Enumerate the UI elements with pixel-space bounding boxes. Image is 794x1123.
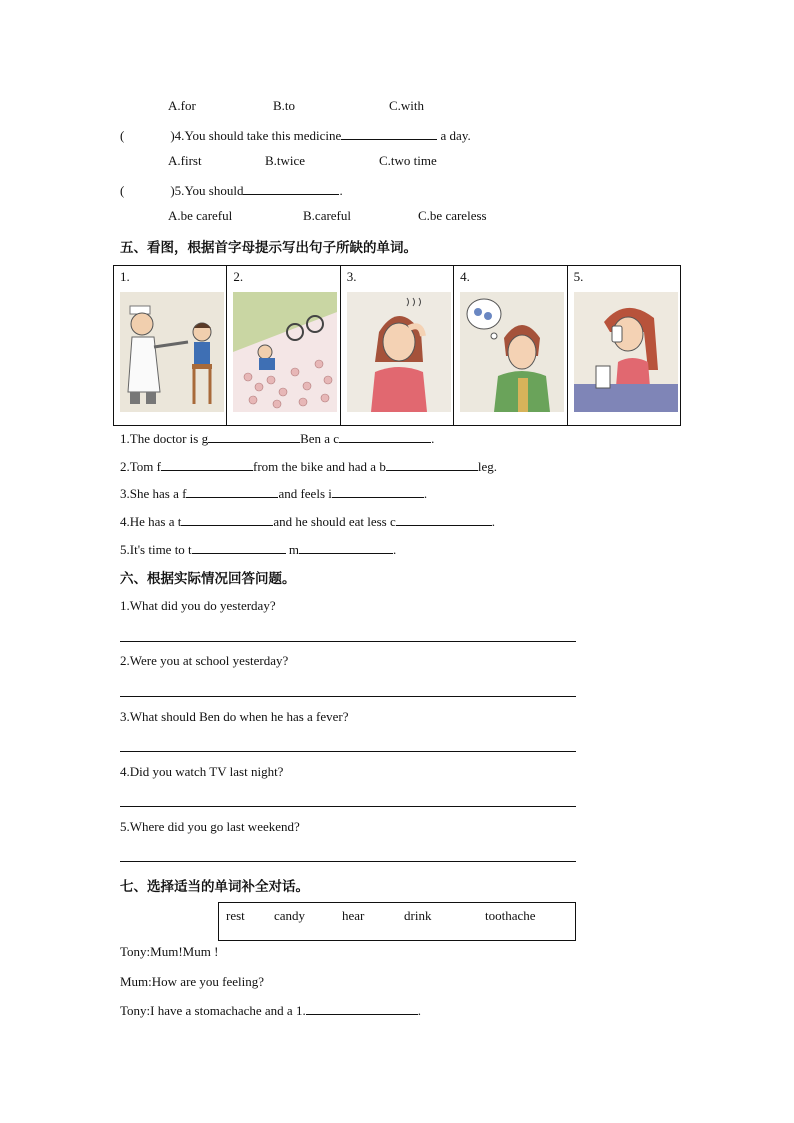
s5-blank-3a[interactable] [186, 484, 278, 498]
q5-stem [120, 181, 343, 199]
q4-stem [120, 126, 471, 144]
girl-taking-medicine-illustration [574, 292, 678, 412]
s5-sentence-text: leg. [477, 459, 497, 474]
q3-option-c[interactable]: C.with [389, 98, 425, 113]
section5-title: 五、看图，根据首字母提示写出句子所缺的单词。 [120, 240, 417, 256]
q4-blank[interactable] [341, 126, 437, 140]
picture-table [113, 265, 681, 426]
q4-option-a[interactable]: A.first [168, 153, 202, 168]
picture-cell-number: 2. [233, 269, 244, 284]
q4-option-c[interactable]: C.two time [379, 153, 437, 168]
s6-question-5: 5.Where did you go last weekend? [120, 819, 300, 834]
s5-sentence-text: . [393, 542, 397, 557]
q4-paren-open: ( [120, 128, 125, 143]
s5-sentence-text: Ben a c [300, 431, 340, 446]
s5-sentence-text: and he should eat less c [273, 514, 396, 529]
q5-paren-open: ( [120, 183, 125, 198]
s5-blank-2a[interactable] [161, 457, 253, 471]
s6-answer-line-3[interactable] [120, 751, 576, 752]
word-bank-item: drink [404, 908, 432, 923]
s5-blank-3b[interactable] [332, 484, 424, 498]
word-bank-item: toothache [485, 908, 536, 923]
s5-sentence-5 [120, 540, 396, 558]
s6-answer-line-4[interactable] [120, 806, 576, 807]
word-bank-item: candy [274, 908, 306, 923]
s5-sentence-text: 5.It's time to t [120, 542, 192, 557]
s5-sentence-1 [120, 429, 434, 447]
s5-sentence-text: . [423, 486, 428, 501]
picture-cell-number: 4. [460, 269, 470, 284]
s5-blank-5b[interactable] [299, 540, 393, 554]
s5-sentence-text: m [288, 542, 300, 557]
s6-answer-line-5[interactable] [120, 861, 576, 862]
q5-option-a[interactable]: A.be careful [168, 208, 233, 223]
s6-answer-line-1[interactable] [120, 641, 576, 642]
q5-text-before: You should [184, 183, 244, 198]
q4-text-after: a day. [440, 128, 471, 143]
word-bank-item: hear [342, 908, 365, 923]
q5-text-after: . [339, 183, 343, 198]
s6-answer-line-2[interactable] [120, 696, 576, 697]
q3-option-b[interactable]: B.to [273, 98, 296, 113]
picture-cell-2 [227, 266, 340, 426]
picture-cell-3 [340, 266, 453, 426]
q5-option-b[interactable]: B.careful [303, 208, 352, 223]
dialogue-blank-1[interactable] [306, 1001, 418, 1015]
s5-sentence-text: from the bike and had a b [252, 459, 386, 474]
s5-sentence-text: . [491, 514, 496, 529]
picture-cell-number: 5. [573, 269, 584, 284]
boy-with-toothache-illustration [460, 292, 564, 412]
s5-blank-2b[interactable] [386, 457, 478, 471]
word-bank-item: rest [226, 908, 245, 923]
picture-cell-4 [454, 266, 567, 426]
q4-option-b[interactable]: B.twice [265, 153, 306, 168]
dialogue-text: Tony:I have a stomachache and a 1. [120, 1003, 306, 1018]
section7-title: 七、选择适当的单词补全对话。 [120, 879, 309, 895]
word-bank [218, 902, 576, 941]
section6-title: 六、根据实际情况回答问题。 [120, 571, 296, 587]
q5-blank[interactable] [243, 181, 339, 195]
boy-falling-off-bike-illustration [233, 292, 337, 412]
s5-sentence-text: 2.Tom f [120, 459, 161, 474]
s5-sentence-text: 4.He has a t [120, 514, 182, 529]
q5-option-c[interactable]: C.be careless [418, 208, 487, 223]
q3-option-a[interactable]: A.for [168, 98, 196, 113]
s6-question-4: 4.Did you watch TV last night? [120, 764, 284, 779]
dialogue-line-1: Tony:Mum!Mum ! [120, 944, 219, 959]
s5-blank-4b[interactable] [396, 512, 492, 526]
s6-question-3: 3.What should Ben do when he has a fever? [120, 709, 349, 724]
s5-blank-4a[interactable] [181, 512, 273, 526]
s6-question-2: 2.Were you at school yesterday? [120, 653, 289, 668]
s5-blank-1b[interactable] [339, 429, 431, 443]
s6-question-1: 1.What did you do yesterday? [120, 598, 276, 613]
s5-sentence-3 [120, 484, 427, 502]
q4-number: )4. [170, 128, 185, 143]
s5-sentence-text: 1.The doctor is g [120, 431, 209, 446]
picture-cell-number: 1. [120, 269, 130, 284]
dialogue-line-3: Tony:I have a stomachache and a 1. . [120, 1003, 421, 1018]
s5-sentence-2 [120, 457, 497, 475]
q5-number: )5. [170, 183, 185, 198]
q4-text-before: You should take this medicine [184, 128, 342, 143]
doctor-examining-boy-illustration [120, 292, 224, 412]
picture-cell-number: 3. [346, 269, 357, 284]
s5-sentence-text: 3.She has a f [120, 486, 187, 501]
s5-sentence-4 [120, 512, 495, 530]
s5-blank-1a[interactable] [208, 429, 300, 443]
s5-sentence-text: . [431, 431, 435, 446]
s5-blank-5a[interactable] [192, 540, 286, 554]
picture-cell-1 [114, 266, 227, 426]
girl-with-fever-illustration [347, 292, 451, 412]
s5-sentence-text: and feels i [278, 486, 332, 501]
picture-cell-5 [567, 266, 680, 426]
dialogue-line-2: Mum:How are you feeling? [120, 974, 265, 989]
